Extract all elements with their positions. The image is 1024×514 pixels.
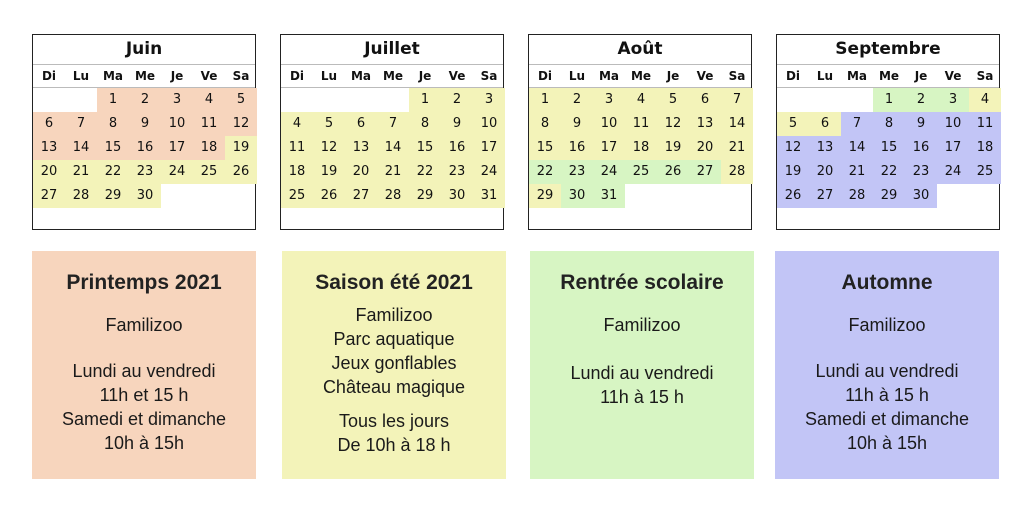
day-cell: 17 [473,136,505,160]
day-cell: 7 [65,112,97,136]
day-cell: 29 [529,184,561,208]
day-cell: 20 [33,160,65,184]
day-cell: 20 [689,136,721,160]
day-cell: 10 [473,112,505,136]
day-cell: 24 [937,160,969,184]
day-cell: 8 [409,112,441,136]
day-cell: 17 [593,136,625,160]
weekday-label: Ve [448,69,466,83]
day-cell: 23 [905,160,937,184]
panel-line: Jeux gonflables [331,353,457,373]
day-cell: 13 [33,136,65,160]
weekday-label: Je [666,69,680,83]
day-cell: 12 [777,136,809,160]
day-cell: 3 [593,88,625,112]
day-cell: 30 [441,184,473,208]
day-cell: 6 [345,112,377,136]
weekday-label: Lu [816,69,834,83]
day-cell: 25 [193,160,225,184]
weekday-label: Sa [728,69,746,83]
day-cell: 22 [409,160,441,184]
weekday-label: Me [878,69,900,83]
day-cell: 1 [97,88,129,112]
empty-cell [841,88,873,112]
day-cell: 8 [873,112,905,136]
calendar-aout [528,34,752,230]
day-cell: 22 [873,160,905,184]
day-cell: 9 [905,112,937,136]
weekday-label: Je [914,69,928,83]
calendar-juillet [280,34,504,230]
weekday-label: Je [170,69,184,83]
panel-line: 11h à 15 h [845,385,929,405]
day-cell: 26 [657,160,689,184]
panel-line: Château magique [322,377,466,397]
weekday-label: Me [134,69,156,83]
calendar-septembre [776,34,1000,230]
panel-line: Lundi au vendredi [72,361,216,381]
weekday-label: Sa [976,69,994,83]
panel-line: De 10h à 18 h [337,435,451,455]
day-grid [281,88,503,208]
day-cell: 30 [905,184,937,208]
day-cell: 23 [441,160,473,184]
day-cell: 13 [809,136,841,160]
day-cell: 2 [561,88,593,112]
day-cell: 3 [161,88,193,112]
day-cell: 12 [313,136,345,160]
day-cell: 28 [65,184,97,208]
day-cell: 16 [129,136,161,160]
weekday-label: Je [418,69,432,83]
day-cell: 1 [409,88,441,112]
day-cell: 17 [937,136,969,160]
day-cell: 25 [969,160,1001,184]
day-cell: 14 [65,136,97,160]
day-cell: 8 [529,112,561,136]
panel-line: Lundi au vendredi [570,363,714,383]
month-title: Juillet [281,35,503,65]
panel-line: Familizoo [603,315,681,335]
day-cell: 18 [625,136,657,160]
day-cell: 5 [657,88,689,112]
weekday-label: Di [289,69,305,83]
panel-title: Rentrée scolaire [560,271,724,294]
day-cell: 21 [721,136,753,160]
day-cell: 31 [473,184,505,208]
day-cell: 19 [657,136,689,160]
day-cell: 27 [345,184,377,208]
panel-title: Automne [841,271,933,294]
weekday-label: Lu [568,69,586,83]
day-cell: 4 [625,88,657,112]
day-cell: 5 [777,112,809,136]
day-cell: 1 [529,88,561,112]
empty-cell [777,88,809,112]
weekday-label: Lu [72,69,90,83]
weekday-label: Sa [232,69,250,83]
day-cell: 31 [593,184,625,208]
day-cell: 19 [777,160,809,184]
weekday-label: Di [537,69,553,83]
day-cell: 10 [593,112,625,136]
day-cell: 29 [409,184,441,208]
weekday-label: Ma [350,69,372,83]
weekday-header [529,65,751,88]
day-cell: 4 [969,88,1001,112]
panel-line: 10h à 15h [103,433,185,453]
panel-line: 11h et 15 h [99,385,189,405]
empty-cell [281,88,313,112]
weekday-label: Ve [696,69,714,83]
day-cell: 3 [473,88,505,112]
day-cell: 13 [689,112,721,136]
day-cell: 22 [529,160,561,184]
day-cell: 18 [969,136,1001,160]
panel-line: Samedi et dimanche [61,409,227,429]
panel-line: 10h à 15h [846,433,928,453]
day-cell: 6 [809,112,841,136]
day-cell: 6 [689,88,721,112]
day-cell: 28 [377,184,409,208]
day-cell: 27 [689,160,721,184]
panel-title: Printemps 2021 [66,271,222,294]
day-cell: 21 [65,160,97,184]
day-cell: 12 [657,112,689,136]
weekday-label: Ve [200,69,218,83]
day-cell: 25 [625,160,657,184]
weekday-label: Sa [480,69,498,83]
empty-cell [65,88,97,112]
day-cell: 15 [529,136,561,160]
day-cell: 25 [281,184,313,208]
panel-line: Familizoo [355,305,433,325]
day-cell: 14 [841,136,873,160]
day-cell: 2 [441,88,473,112]
day-cell: 6 [33,112,65,136]
day-cell: 20 [809,160,841,184]
day-cell: 15 [873,136,905,160]
weekday-header [33,65,255,88]
day-cell: 15 [409,136,441,160]
day-cell: 7 [721,88,753,112]
day-cell: 30 [561,184,593,208]
panel-line: Parc aquatique [333,329,455,349]
day-cell: 23 [561,160,593,184]
day-cell: 1 [873,88,905,112]
day-cell: 5 [225,88,257,112]
panel-line: Familizoo [105,315,183,335]
day-cell: 15 [97,136,129,160]
calendar-juin [32,34,256,230]
day-grid [529,88,751,208]
day-cell: 19 [225,136,257,160]
day-cell: 16 [905,136,937,160]
panel-line: Lundi au vendredi [815,361,959,381]
day-cell: 9 [561,112,593,136]
day-cell: 17 [161,136,193,160]
day-cell: 13 [345,136,377,160]
weekday-label: Me [382,69,404,83]
day-grid [777,88,999,208]
weekday-label: Ma [598,69,620,83]
day-cell: 24 [593,160,625,184]
month-title: Septembre [777,35,999,65]
day-cell: 4 [281,112,313,136]
day-cell: 28 [841,184,873,208]
panel-title: Saison été 2021 [315,271,473,294]
weekday-label: Lu [320,69,338,83]
day-cell: 11 [193,112,225,136]
day-cell: 9 [441,112,473,136]
panel-rentree [530,251,754,479]
day-cell: 26 [225,160,257,184]
day-cell: 5 [313,112,345,136]
empty-cell [377,88,409,112]
day-cell: 19 [313,160,345,184]
day-cell: 11 [969,112,1001,136]
empty-cell [345,88,377,112]
day-cell: 11 [625,112,657,136]
day-cell: 18 [193,136,225,160]
panel-line: Samedi et dimanche [804,409,970,429]
day-cell: 2 [905,88,937,112]
panel-line: Tous les jours [338,411,450,431]
weekday-label: Me [630,69,652,83]
day-cell: 27 [33,184,65,208]
day-cell: 28 [721,160,753,184]
day-cell: 10 [161,112,193,136]
day-cell: 21 [377,160,409,184]
day-cell: 9 [129,112,161,136]
day-cell: 7 [841,112,873,136]
day-cell: 14 [377,136,409,160]
day-cell: 14 [721,112,753,136]
day-cell: 29 [97,184,129,208]
day-cell: 10 [937,112,969,136]
day-cell: 21 [841,160,873,184]
weekday-label: Ma [846,69,868,83]
weekday-label: Di [785,69,801,83]
day-cell: 22 [97,160,129,184]
weekday-label: Ve [944,69,962,83]
panel-line: Familizoo [848,315,926,335]
weekday-label: Ma [102,69,124,83]
day-cell: 27 [809,184,841,208]
day-cell: 12 [225,112,257,136]
day-cell: 16 [441,136,473,160]
day-cell: 26 [777,184,809,208]
month-title: Août [529,35,751,65]
day-cell: 18 [281,160,313,184]
day-cell: 30 [129,184,161,208]
empty-cell [33,88,65,112]
weekday-header [777,65,999,88]
day-cell: 24 [161,160,193,184]
day-cell: 16 [561,136,593,160]
day-cell: 7 [377,112,409,136]
day-cell: 29 [873,184,905,208]
day-cell: 2 [129,88,161,112]
panel-printemps [32,251,256,479]
day-grid [33,88,255,208]
day-cell: 24 [473,160,505,184]
empty-cell [809,88,841,112]
month-title: Juin [33,35,255,65]
empty-cell [313,88,345,112]
day-cell: 20 [345,160,377,184]
panel-automne [775,251,999,479]
day-cell: 26 [313,184,345,208]
day-cell: 23 [129,160,161,184]
day-cell: 3 [937,88,969,112]
panel-ete [282,251,506,479]
day-cell: 4 [193,88,225,112]
panel-line: 11h à 15 h [600,387,684,407]
weekday-header [281,65,503,88]
weekday-label: Di [41,69,57,83]
day-cell: 11 [281,136,313,160]
day-cell: 8 [97,112,129,136]
